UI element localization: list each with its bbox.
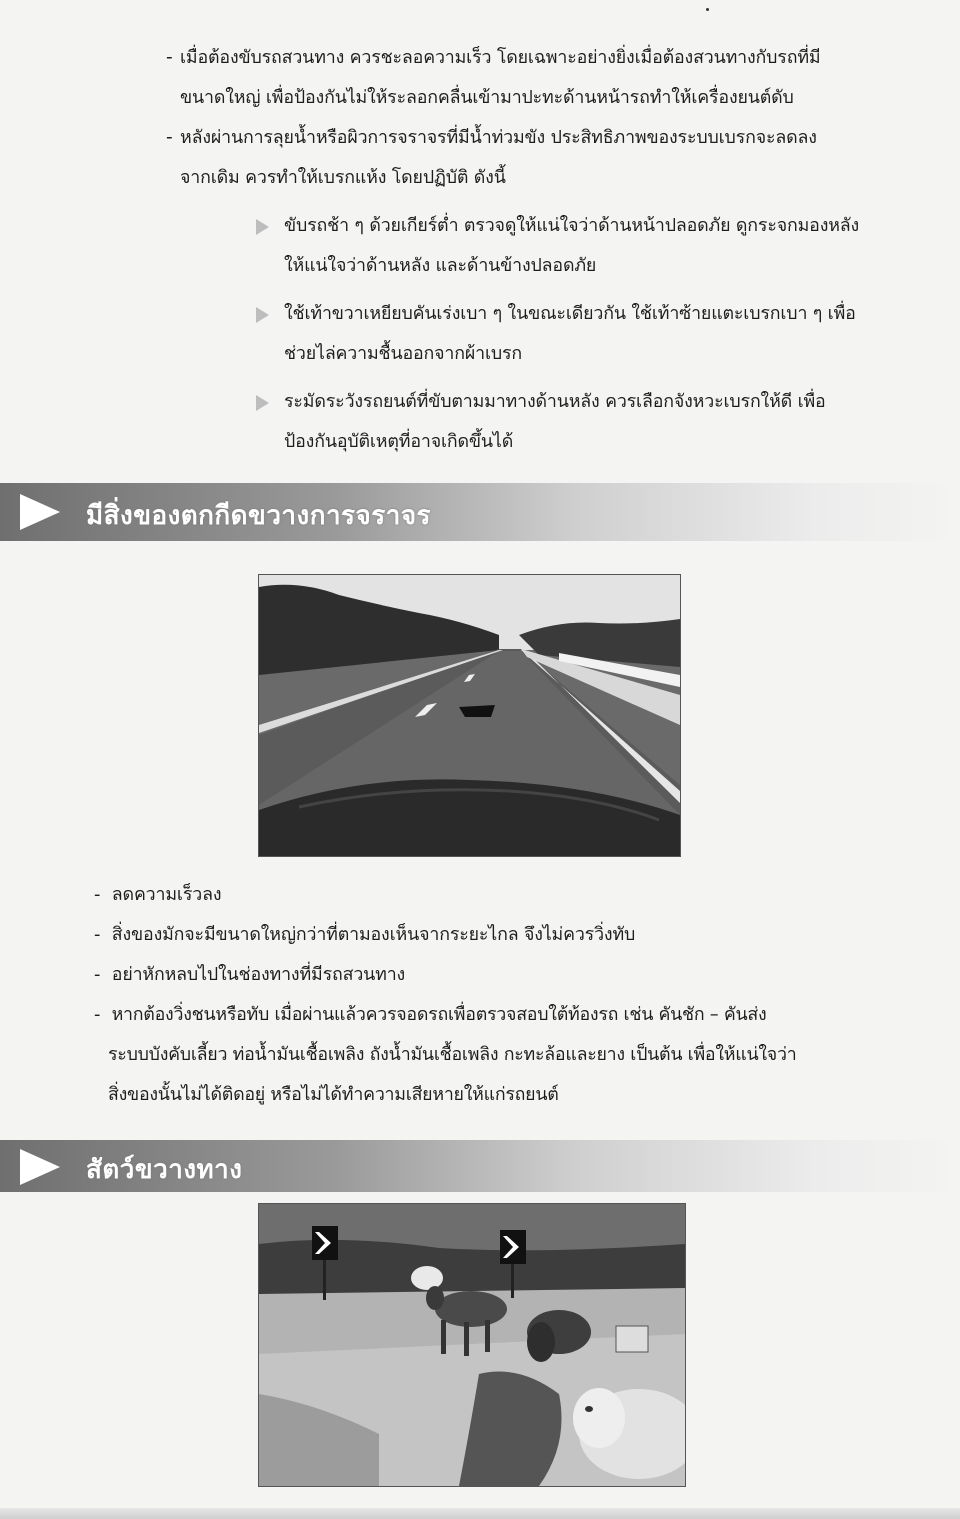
page-edge: [0, 1508, 960, 1519]
animals-on-road-photo: [258, 1203, 686, 1487]
chevron-right-icon: [256, 395, 269, 411]
bullet-line: ขนาดใหญ่ เพื่อป้องกันไม่ให้ระลอกคลื่นเข้ามาปะทะด้านหน้ารถทำให้เครื่องยนต์ดับ: [180, 87, 794, 108]
obstacle-tips-list: [94, 875, 944, 1115]
step-drive-slow: [284, 206, 944, 286]
triangle-right-icon: [20, 494, 60, 530]
bullet-line: จากเดิม ควรทำให้เบรกแห้ง โดยปฏิบัติ ดังนี้: [180, 167, 506, 188]
chevron-right-icon: [256, 219, 269, 235]
step-line: ช่วยไล่ความชื้นออกจากผ้าเบรก: [284, 343, 523, 364]
bullet-dash: -: [94, 924, 101, 945]
bullet-dash: -: [166, 127, 173, 148]
section-heading: มีสิ่งของตกกีดขวางการจราจร: [86, 501, 432, 531]
section-banner-obstacles: [0, 483, 960, 541]
list-item: [94, 955, 944, 995]
list-item: [94, 915, 944, 955]
step-line: ขับรถช้า ๆ ด้วยเกียร์ต่ำ ตรวจดูให้แน่ใจว่าด้านหน้าปลอดภัย ดูกระจกมองหลัง: [284, 215, 860, 236]
bullet-oncoming: [166, 38, 946, 118]
stray-dot: [706, 8, 709, 11]
step-line: ระมัดระวังรถยนต์ที่ขับตามมาทางด้านหลัง ควรเลือกจังหวะเบรกให้ดี เพื่อ: [284, 391, 826, 412]
step-watch-behind: [284, 382, 944, 462]
list-item: [94, 995, 944, 1115]
list-item-text: สิ่งของมักจะมีขนาดใหญ่กว่าที่ตามองเห็นจากระยะไกล จึงไม่ควรวิ่งทับ: [111, 924, 636, 945]
section-heading: สัตว์ขวางทาง: [86, 1155, 243, 1185]
road-debris-photo: [258, 574, 681, 857]
section-banner-animals: [0, 1140, 960, 1192]
list-item-text: ลดความเร็วลง: [111, 884, 222, 905]
bullet-line: หลังผ่านการลุยน้ำหรือผิวการจราจรที่มีน้ำท่วมขัง ประสิทธิภาพของระบบเบรกจะลดลง: [180, 127, 817, 148]
bullet-dash: -: [94, 884, 101, 905]
step-line: ใช้เท้าขวาเหยียบคันเร่งเบา ๆ ในขณะเดียวกัน ใช้เท้าซ้ายแตะเบรกเบา ๆ เพื่อ: [284, 303, 856, 324]
step-dry-brakes: [284, 294, 944, 374]
list-item-text: หากต้องวิ่งชนหรือทับ เมื่อผ่านแล้วควรจอดรถเพื่อตรวจสอบใต้ท้องรถ เช่น คันชัก – คันส่ง: [111, 1004, 767, 1025]
list-item-text: สิ่งของนั้นไม่ได้ติดอยู่ หรือไม่ได้ทำความเสียหายให้แก่รถยนต์: [108, 1084, 559, 1105]
list-item-text: ระบบบังคับเลี้ยว ท่อน้ำมันเชื้อเพลิง ถังน้ำมันเชื้อเพลิง กะทะล้อและยาง เป็นต้น เพื่อให้แน่ใจว่า: [108, 1044, 797, 1065]
bullet-dash: -: [94, 964, 101, 985]
chevron-right-icon: [256, 307, 269, 323]
list-item: [94, 875, 944, 915]
step-line: ป้องกันอุบัติเหตุที่อาจเกิดขึ้นได้: [284, 431, 514, 452]
triangle-right-icon: [20, 1149, 60, 1185]
bullet-after-flood: [166, 118, 946, 198]
list-item-text: อย่าหักหลบไปในช่องทางที่มีรถสวนทาง: [111, 964, 406, 985]
step-line: ให้แน่ใจว่าด้านหลัง และด้านข้างปลอดภัย: [284, 255, 597, 276]
bullet-dash: -: [94, 1004, 101, 1025]
bullet-dash: -: [166, 47, 173, 68]
bullet-line: เมื่อต้องขับรถสวนทาง ควรชะลอความเร็ว โดยเฉพาะอย่างยิ่งเมื่อต้องสวนทางกับรถที่มี: [180, 47, 821, 68]
